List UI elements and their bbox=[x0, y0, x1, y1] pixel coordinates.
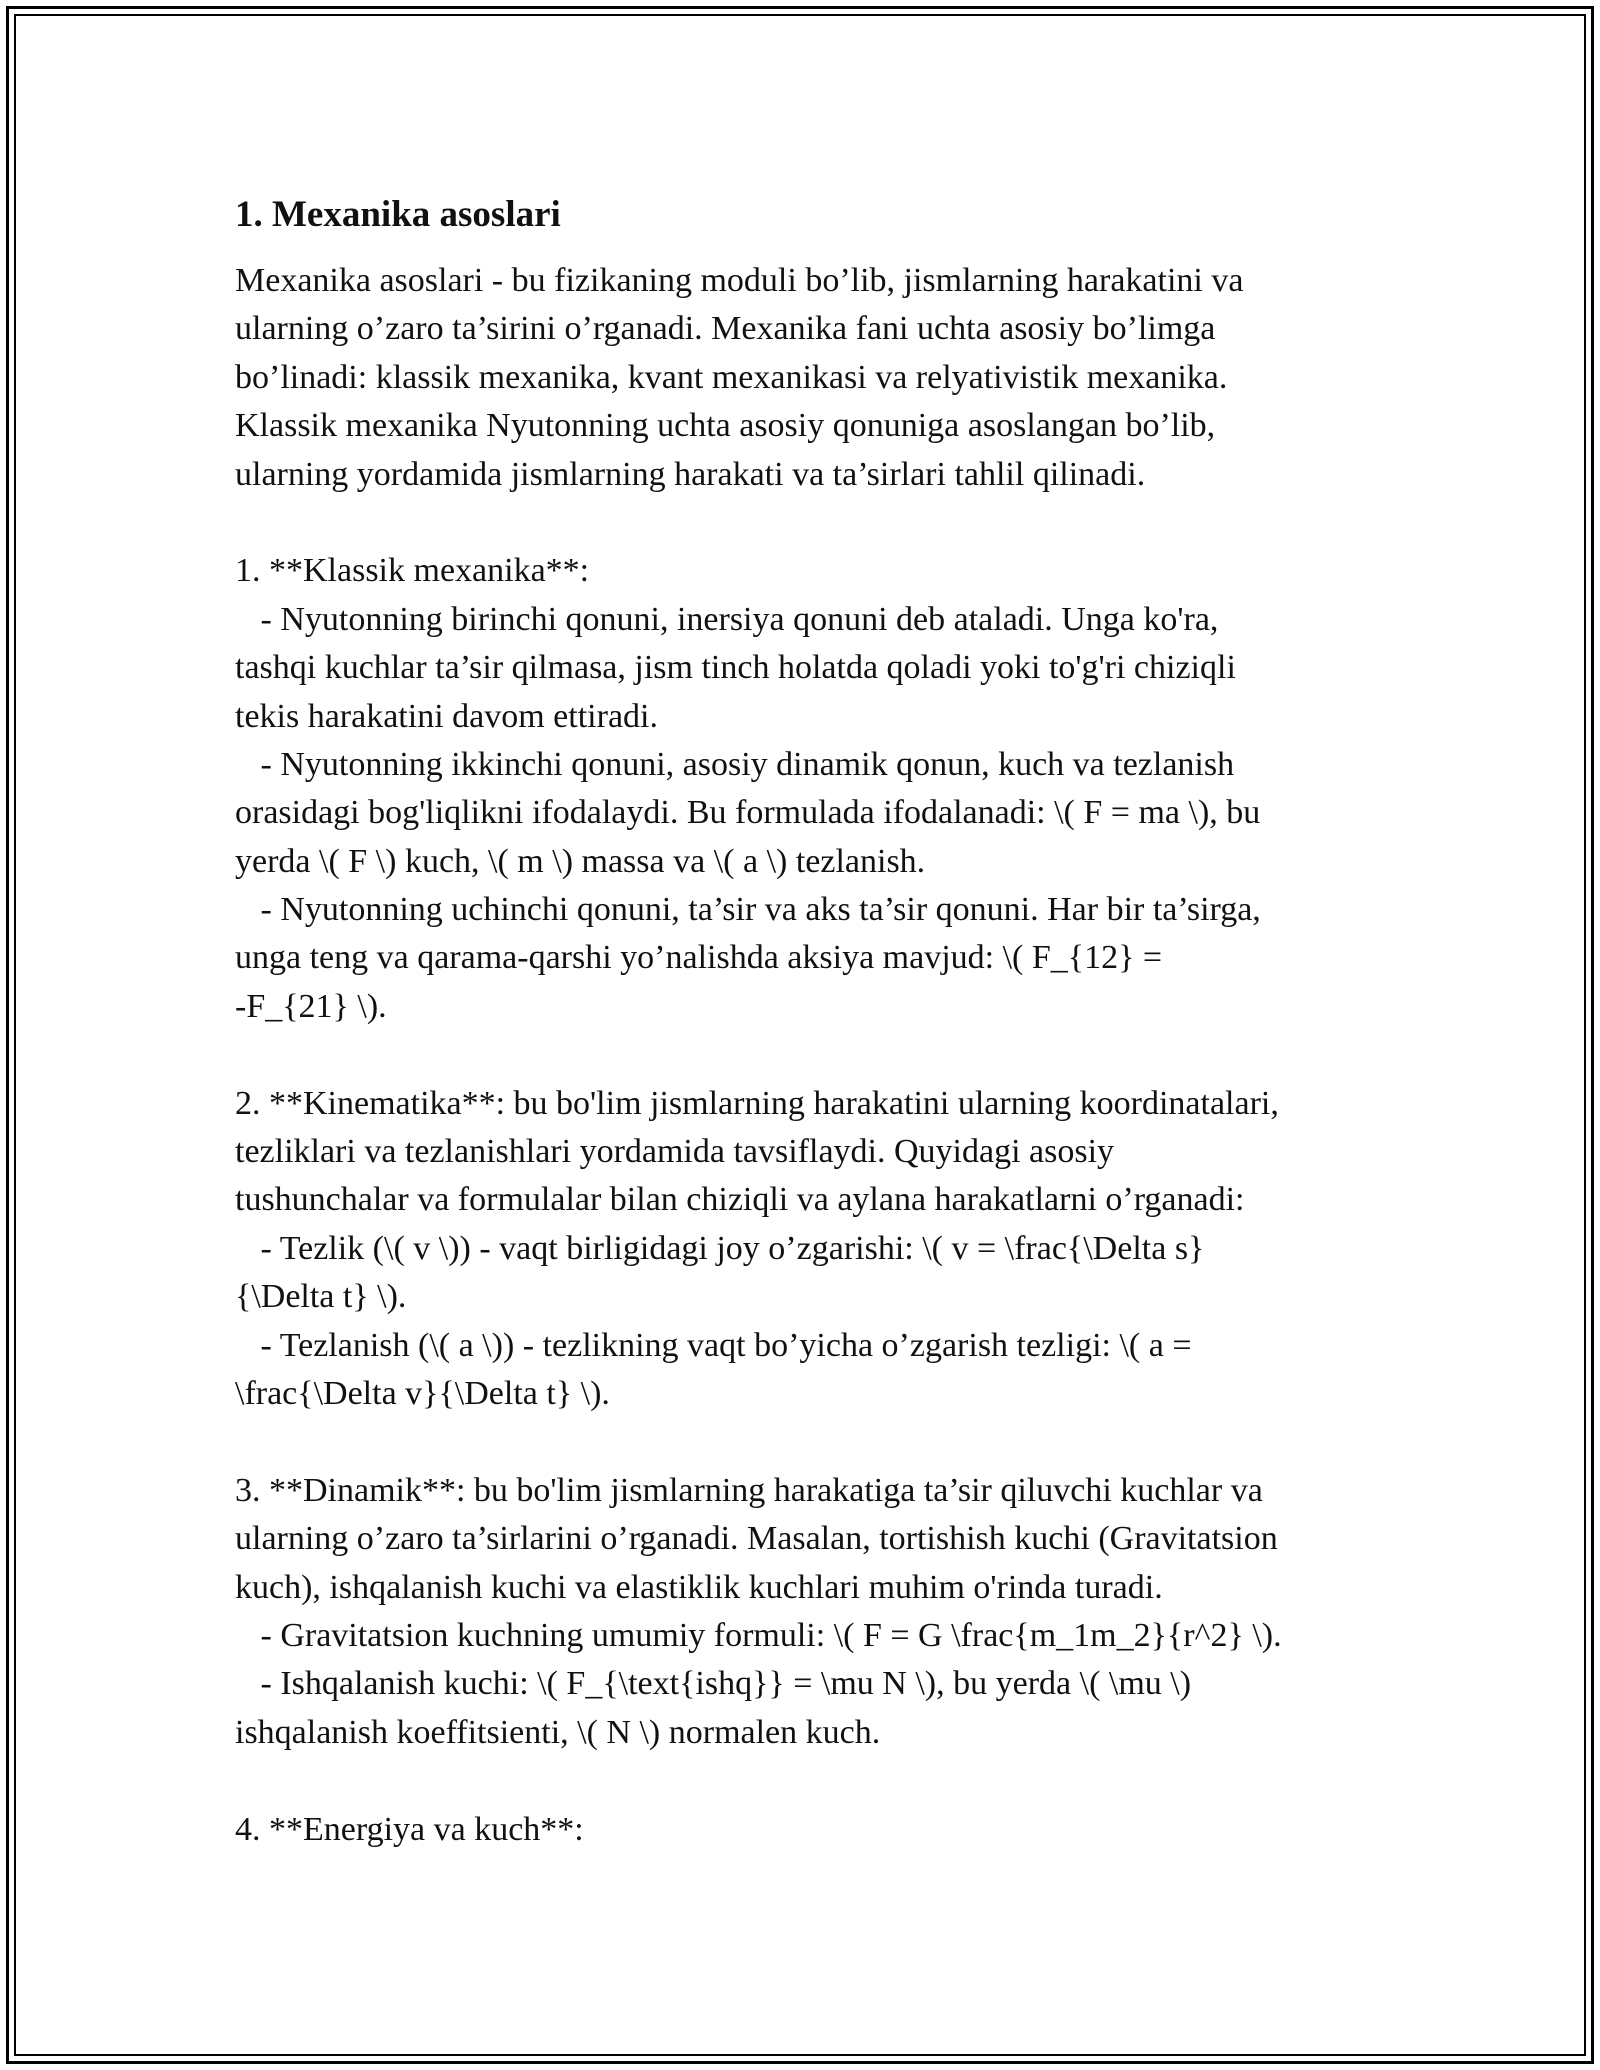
text-line: tekis harakatini davom ettiradi. bbox=[235, 697, 658, 735]
text-line: orasidagi bog'liqlikni ifodalaydi. Bu formulada ifodalanadi: \( F = ma \), bu bbox=[235, 794, 1261, 832]
text-line: 3. **Dinamik**: bu bo'lim jismlarning harakatiga ta’sir qiluvchi kuchlar va bbox=[235, 1471, 1263, 1509]
document-text bbox=[235, 257, 1375, 1854]
text-line: kuch), ishqalanish kuchi va elastiklik kuchlari muhim o'rinda turadi. bbox=[235, 1568, 1163, 1606]
blank-line bbox=[235, 1418, 1375, 1466]
text-line: ularning o’zaro ta’sirlarini o’rganadi. Masalan, tortishish kuchi (Gravitatsion bbox=[235, 1520, 1278, 1558]
text-line: -F_{21} \). bbox=[235, 987, 387, 1025]
text-line: Klassik mexanika Nyutonning uchta asosiy qonuniga asoslangan bo’lib, bbox=[235, 407, 1216, 445]
text-line: - Ishqalanish kuchi: \( F_{\text{ishq}} = \mu N \), bu yerda \( \mu \) bbox=[235, 1665, 1192, 1703]
text-line: - Nyutonning ikkinchi qonuni, asosiy dinamik qonun, kuch va tezlanish bbox=[235, 745, 1235, 783]
text-line: ularning o’zaro ta’sirini o’rganadi. Mexanika fani uchta asosiy bo’limga bbox=[235, 310, 1216, 348]
text-line: tezliklari va tezlanishlari yordamida tavsiflaydi. Quyidagi asosiy bbox=[235, 1133, 1115, 1171]
text-line: bo’linadi: klassik mexanika, kvant mexanikasi va relyativistik mexanika. bbox=[235, 358, 1228, 396]
text-line: 1. **Klassik mexanika**: bbox=[235, 552, 590, 590]
text-line: ularning yordamida jismlarning harakati va ta’sirlari tahlil qilinadi. bbox=[235, 455, 1146, 493]
blank-line bbox=[235, 499, 1375, 547]
text-line: 2. **Kinematika**: bu bo'lim jismlarning harakatini ularning koordinatalari, bbox=[235, 1084, 1279, 1122]
text-line: - Tezlik (\( v \)) - vaqt birligidagi joy o’zgarishi: \( v = \frac{\Delta s} bbox=[235, 1229, 1205, 1267]
text-line: - Tezlanish (\( a \)) - tezlikning vaqt bo’yicha o’zgarish tezligi: \( a = bbox=[235, 1326, 1192, 1364]
text-line: \frac{\Delta v}{\Delta t} \). bbox=[235, 1374, 610, 1412]
blank-line bbox=[235, 1031, 1375, 1079]
text-line: yerda \( F \) kuch, \( m \) massa va \( a \) tezlanish. bbox=[235, 842, 926, 880]
text-line: - Gravitatsion kuchning umumiy formuli: \( F = G \frac{m_1m_2}{r^2} \). bbox=[235, 1616, 1282, 1654]
text-line: Mexanika asoslari - bu fizikaning moduli bo’lib, jismlarning harakatini va bbox=[235, 262, 1244, 299]
text-line: 4. **Energiya va kuch**: bbox=[235, 1810, 584, 1848]
text-line: - Nyutonning uchinchi qonuni, ta’sir va aks ta’sir qonuni. Har bir ta’sirga, bbox=[235, 891, 1261, 929]
text-line: {\Delta t} \). bbox=[235, 1278, 407, 1316]
section-heading: 1. Mexanika asoslari bbox=[235, 194, 561, 235]
text-line: ishqalanish koeffitsienti, \( N \) normalen kuch. bbox=[235, 1713, 881, 1751]
text-line: unga teng va qarama-qarshi yo’nalishda aksiya mavjud: \( F_{12} = bbox=[235, 939, 1163, 977]
text-line: - Nyutonning birinchi qonuni, inersiya qonuni deb ataladi. Unga ko'ra, bbox=[235, 600, 1219, 638]
text-line: tashqi kuchlar ta’sir qilmasa, jism tinch holatda qoladi yoki to'g'ri chiziqli bbox=[235, 649, 1236, 687]
document-body bbox=[235, 185, 1375, 1854]
blank-line bbox=[235, 1757, 1375, 1805]
text-line: tushunchalar va formulalar bilan chiziqli va aylana harakatlarni o’rganadi: bbox=[235, 1181, 1245, 1219]
